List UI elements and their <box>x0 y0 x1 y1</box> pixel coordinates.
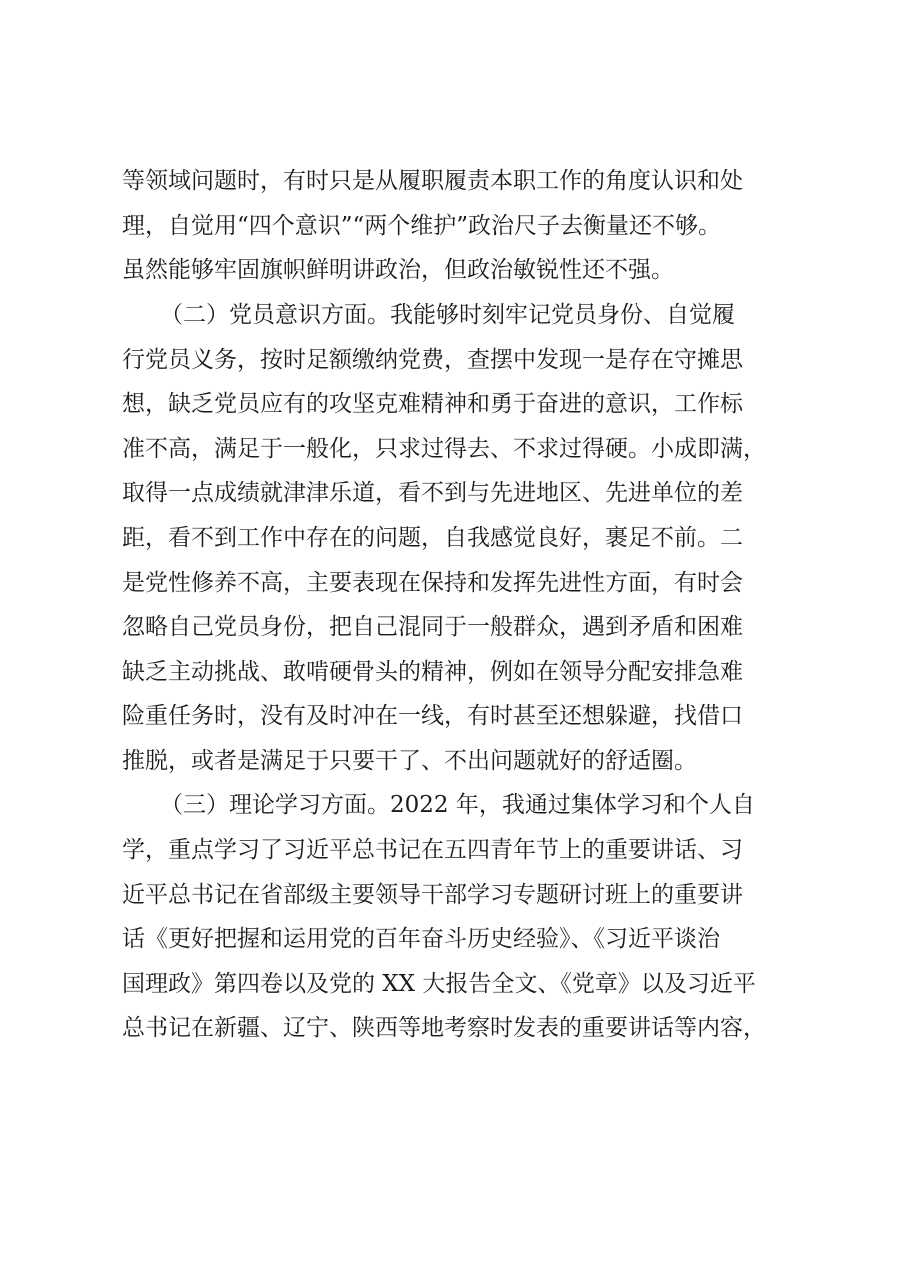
text-line: 虽然能够牢固旗帜鲜明讲政治，但政治敏锐性还不强。 <box>122 257 674 283</box>
paragraph-heading-line: （三）理论学习方面。2022 年，我通过集体学习和个人自 <box>160 792 755 818</box>
text-line: 是党性修养不高，主要表现在保持和发挥先进性方面，有时会 <box>122 570 743 596</box>
text-line: 险重任务时，没有及时冲在一线，有时甚至还想躲避，找借口 <box>122 703 743 729</box>
text-line: 忽略自己党员身份，把自己混同于一般群众，遇到矛盾和困难 <box>122 614 743 640</box>
text-line: 理，自觉用“四个意识”“两个维护”政治尺子去衡量还不够。 <box>122 213 722 239</box>
text-line: 近平总书记在省部级主要领导干部学习专题研讨班上的重要讲 <box>122 882 743 908</box>
paragraph-heading-line: （二）党员意识方面。我能够时刻牢记党员身份、自觉履 <box>160 302 735 328</box>
text-line: 话《更好把握和运用党的百年奋斗历史经验》、《习近平谈治 <box>122 926 720 952</box>
text-line: 总书记在新疆、辽宁、陕西等地考察时发表的重要讲话等内容， <box>122 1015 766 1041</box>
text-line: 国理政》第四卷以及党的 XX 大报告全文、《党章》以及习近平 <box>122 971 756 997</box>
text-line: 缺乏主动挑战、敢啃硬骨头的精神，例如在领导分配安排急难 <box>122 659 743 685</box>
text-line: 想，缺乏党员应有的攻坚克难精神和勇于奋进的意识，工作标 <box>122 391 743 417</box>
text-line: 行党员义务，按时足额缴纳党费，查摆中发现一是存在守摊思 <box>122 347 743 373</box>
text-line: 学，重点学习了习近平总书记在五四青年节上的重要讲话、习 <box>122 837 743 863</box>
text-line: 推脱，或者是满足于只要干了、不出问题就好的舒适圈。 <box>122 748 697 774</box>
text-line: 等领域问题时，有时只是从履职履责本职工作的角度认识和处 <box>122 168 743 194</box>
text-line: 准不高，满足于一般化，只求过得去、不求过得硬。小成即满， <box>122 436 766 462</box>
text-line: 取得一点成绩就津津乐道，看不到与先进地区、先进单位的差 <box>122 480 743 506</box>
text-line: 距，看不到工作中存在的问题，自我感觉良好，裹足不前。二 <box>122 525 743 551</box>
